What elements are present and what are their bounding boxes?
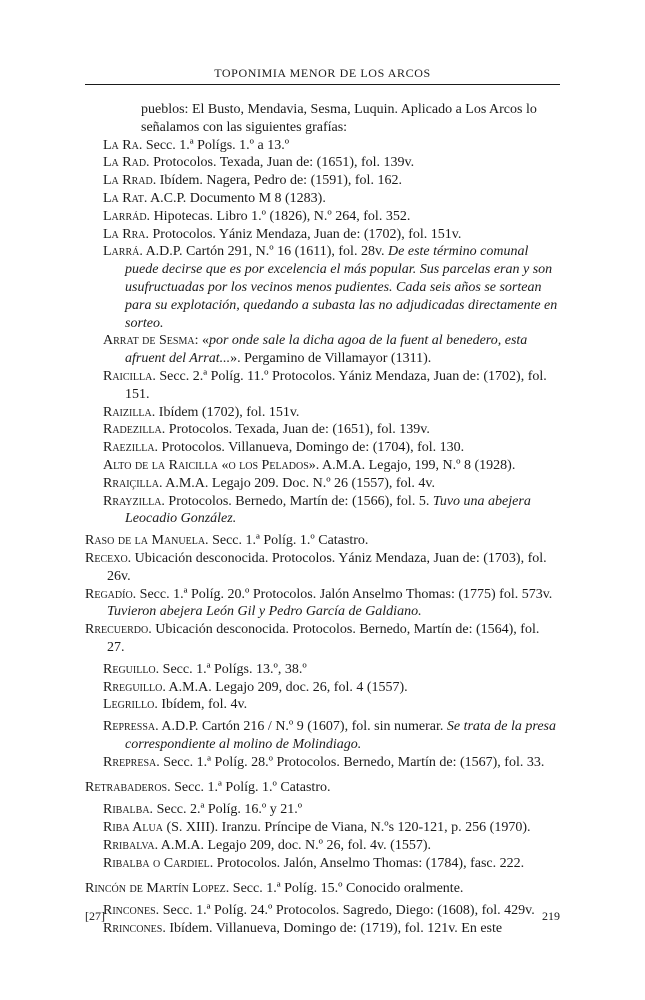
entry-raso-de-la-manuela: Raso de la Manuela. Secc. 1.ª Políg. 1.º Catastro. (85, 533, 369, 549)
entry-term: Raezilla. (103, 440, 159, 456)
page-footer (85, 909, 560, 924)
entry-term: Rrincones. (103, 921, 166, 937)
entry-term: Recexo. (85, 550, 132, 566)
entry-term: Rrepresa. (103, 754, 160, 770)
entry-recexo: Recexo. Ubicación desconocida. Protocolos. Yániz Mendaza, Juan de: (1703), fol. 26v. (85, 550, 547, 584)
entry-raizilla: Raizilla. Ibídem (1702), fol. 151v. (103, 404, 300, 420)
entry-term: Raizilla. (103, 404, 156, 420)
entry-term: La Rra. (103, 226, 150, 242)
entry-rrayzilla: Rrayzilla. Protocolos. Bernedo, Martín de: (1566), fol. 5. Tuvo una abejera Leocadio González. (103, 493, 531, 527)
entry-term: Larrád. (103, 208, 151, 224)
entry-rrepresa: Rrepresa. Secc. 1.ª Políg. 28.º Protocolos. Bernedo, Martín de: (1567), fol. 33. (103, 754, 545, 770)
entry-rribalva: Rribalva. A.M.A. Legajo 209, doc. N.º 26, fol. 4v. (1557). (103, 837, 431, 853)
entry-term: La Rat. (103, 190, 148, 206)
entry-term: Rincón de Martín Lopez. (85, 881, 230, 897)
entry-term: Rraiçilla. (103, 475, 163, 491)
entry-larrad: Larrád. Hipotecas. Libro 1.º (1826), N.º 264, fol. 352. (103, 208, 411, 224)
entry-regadio: Regadío. Secc. 1.ª Políg. 20.º Protocolos. Jalón Anselmo Thomas: (1775) fol. 573v. Tuvieron abejera León Gil y Pedro García de Galdiano. (85, 586, 553, 620)
entry-la-rra: La Rra. Protocolos. Yániz Mendaza, Juan de: (1702), fol. 151v. (103, 226, 462, 242)
header-rule (85, 84, 560, 85)
running-header: TOPONIMIA MENOR DE LOS ARCOS (214, 66, 431, 80)
entry-la-ra: La Ra. Secc. 1.ª Polígs. 1.º a 13.º (103, 137, 290, 153)
entry-term: Regadío. (85, 586, 137, 602)
entry-term: Alto de la Raicilla «o los Pelados». (103, 457, 320, 473)
entry-term: Ribalba o Cardiel. (103, 855, 214, 871)
entry-arrat-de-sesma: Arrat de Sesma: «por onde sale la dicha agoa de la fuent al benedero, esta afruent del Arrat...». Pergamino de Villamayor (1311). (103, 333, 528, 367)
entry-rraicilla: Rraiçilla. A.M.A. Legajo 209. Doc. N.º 26 (1557), fol. 4v. (103, 475, 436, 491)
entry-radezilla: Radezilla. Protocolos. Texada, Juan de: (1651), fol. 139v. (103, 422, 430, 438)
entry-note: Tuvo una abejera Leocadio González. (125, 493, 531, 527)
page-body (85, 101, 560, 938)
entry-retrabaderos: Retrabaderos. Secc. 1.ª Políg. 1.º Catastro. (85, 780, 331, 796)
entry-ribalba: Ribalba. Secc. 2.ª Políg. 16.º y 21.º (103, 802, 303, 818)
entry-ribalba-o-cardiel: Ribalba o Cardiel. Protocolos. Jalón, Anselmo Thomas: (1784), fasc. 222. (103, 855, 525, 871)
entry-term: Rreguillo. (103, 679, 166, 695)
entry-note: Se trata de la presa correspondiente al molino de Molindiago. (125, 719, 556, 752)
entry-la-rad: La Rad. Protocolos. Texada, Juan de: (1651), fol. 139v. (103, 155, 415, 171)
entry-term: Reguillo. (103, 661, 160, 677)
entry-legrillo: Legrillo. Ibídem, fol. 4v. (103, 697, 248, 713)
entry-term: Larrá. (103, 244, 143, 260)
entry-term: Ribalba. (103, 802, 154, 818)
entry-la-rat: La Rat. A.C.P. Documento M 8 (1283). (103, 190, 326, 206)
entry-reguillo: Reguillo. Secc. 1.ª Polígs. 13.º, 38.º (103, 661, 307, 677)
entry-term: Retrabaderos. (85, 780, 171, 796)
entry-alto-de-la-raicilla: Alto de la Raicilla «o los Pelados». A.M.A. Legajo, 199, N.º 8 (1928). (103, 457, 516, 473)
entry-term: Arrat de Sesma: (103, 333, 199, 349)
section-number: [27] (85, 909, 105, 923)
entry-riba-alua: Riba Alua (S. XIII). Iranzu. Príncipe de Viana, N.ºs 120-121, p. 256 (1970). (103, 820, 531, 836)
entry-term: Raicilla. (103, 368, 156, 384)
entry-rrecuerdo: Rrecuerdo. Ubicación desconocida. Protocolos. Bernedo, Martín de: (1564), fol. 27. (85, 622, 540, 655)
entry-la-rrad: La Rrad. Ibídem. Nagera, Pedro de: (1591), fol. 162. (103, 173, 402, 189)
entry-term: La Rrad. (103, 173, 157, 189)
entry-note: Tuvieron abejera León Gil y Pedro García de Galdiano. (107, 604, 422, 620)
entry-term: Raso de la Manuela. (85, 533, 209, 549)
entry-term: Rribalva. (103, 837, 159, 853)
entry-term: Riba Alua (103, 820, 163, 836)
entry-rincones: Rincones. Secc. 1.ª Políg. 24.º Protocolos. Sagredo, Diego: (1608), fol. 429v. (103, 903, 535, 919)
entry-note: De este término comunal puede decirse que es por excelencia el más popular. Sus parcelas eran y son usufructuadas por los vecinos menos pudientes. Cada seis años se sortean para su explotación, quedando a subasta las no adjudicadas directamente en sorteo. (125, 244, 558, 331)
entry-term: Legrillo. (103, 697, 158, 713)
entry-term: La Ra. (103, 137, 143, 153)
entry-rrincones: Rrincones. Ibídem. Villanueva, Domingo de: (1719), fol. 121v. En este (103, 921, 503, 937)
entry-repressa: Repressa. A.D.P. Cartón 216 / N.º 9 (1607), fol. sin numerar. Se trata de la presa correspondiente al molino de Molindiago. (103, 719, 556, 752)
entry-term: Rincones. (103, 903, 160, 919)
entry-term: La Rad. (103, 155, 150, 171)
entry-term: Radezilla. (103, 422, 166, 438)
entry-term: Repressa. (103, 719, 159, 735)
entry-continuation: pueblos: El Busto, Mendavia, Sesma, Luquin. Aplicado a Los Arcos lo señalamos con las siguientes grafías: (141, 102, 537, 135)
entry-quote: por onde sale la dicha agoa de la fuent al benedero, esta afruent del Arrat... (125, 333, 528, 367)
entry-raicilla: Raicilla. Secc. 2.ª Políg. 11.º Protocolos. Yániz Mendaza, Juan de: (1702), fol. 151. (103, 368, 547, 402)
entry-larra: Larrá. A.D.P. Cartón 291, N.º 16 (1611), fol. 28v. De este término comunal puede decirse que es por excelencia el más popular. Sus parcelas eran y son usufructuadas por los vecinos menos pudientes. Cada seis años se sortean para su explotación, quedando a subasta las no adjudicadas directamente en sorteo. (103, 244, 558, 331)
entry-rreguillo: Rreguillo. A.M.A. Legajo 209, doc. 26, fol. 4 (1557). (103, 679, 408, 695)
entry-term: Rrecuerdo. (85, 622, 152, 638)
page-number: 219 (542, 909, 560, 923)
entry-raezilla: Raezilla. Protocolos. Villanueva, Domingo de: (1704), fol. 130. (103, 440, 465, 456)
entry-term: Rrayzilla. (103, 493, 165, 509)
entry-rincon-de-martin-lopez: Rincón de Martín Lopez. Secc. 1.ª Políg. 15.º Conocido oralmente. (85, 881, 464, 897)
